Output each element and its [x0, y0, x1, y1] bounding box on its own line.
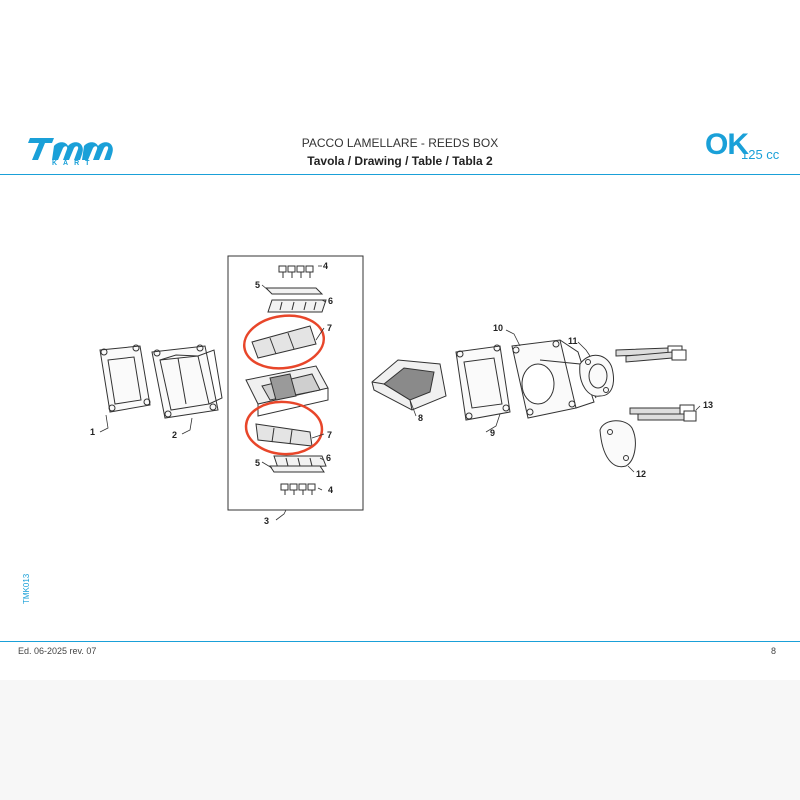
part-7-reed-bottom — [256, 424, 312, 446]
part-5-stopper-top — [266, 288, 322, 294]
part-8-reed-valve — [372, 360, 446, 410]
page-number: 8 — [770, 646, 776, 656]
callout-5-bottom: 5 — [255, 458, 261, 468]
edition-label: Ed. 06-2025 rev. 07 — [18, 646, 97, 656]
part-5-stopper-bottom — [270, 466, 324, 472]
callout-6-top: 6 — [328, 296, 334, 306]
callout-7-bottom: 7 — [327, 430, 333, 440]
callout-11: 11 — [568, 336, 578, 346]
page-bottom-area — [0, 680, 800, 800]
part-4-screws-bottom — [281, 484, 315, 495]
part-7-reed-top — [252, 326, 316, 358]
callout-1: 1 — [90, 427, 96, 437]
callout-3: 3 — [264, 516, 270, 526]
part-12-plate — [600, 421, 635, 467]
document-code: TMK013 — [22, 573, 31, 604]
callout-6-bottom: 6 — [326, 453, 332, 463]
callout-5-top: 5 — [255, 280, 261, 290]
brand-subtitle: KART — [52, 160, 96, 167]
callout-2: 2 — [172, 430, 178, 440]
callout-4-top: 4 — [323, 261, 329, 271]
displacement-label: 125 cc — [741, 147, 780, 162]
page-title: PACCO LAMELLARE - REEDS BOX — [301, 136, 499, 150]
part-13-screws — [630, 405, 696, 421]
part-6-plate-top — [268, 300, 326, 312]
model-label: OK — [705, 128, 748, 161]
callout-10: 10 — [493, 323, 504, 333]
callout-8: 8 — [418, 413, 424, 423]
part-9-gasket — [456, 345, 510, 420]
part-11-screws — [616, 346, 686, 362]
part-4-screws-top — [279, 266, 313, 278]
callout-7-top: 7 — [327, 323, 333, 333]
table-label: Tavola / Drawing / Table / Tabla 2 — [307, 154, 493, 168]
part-1-gasket — [100, 345, 150, 412]
callout-12: 12 — [636, 469, 647, 479]
part-2-spacer — [152, 345, 222, 418]
callout-13: 13 — [703, 400, 714, 410]
part-11-gasket — [580, 355, 614, 396]
callout-9: 9 — [490, 428, 496, 438]
callout-4-bottom: 4 — [328, 485, 334, 495]
